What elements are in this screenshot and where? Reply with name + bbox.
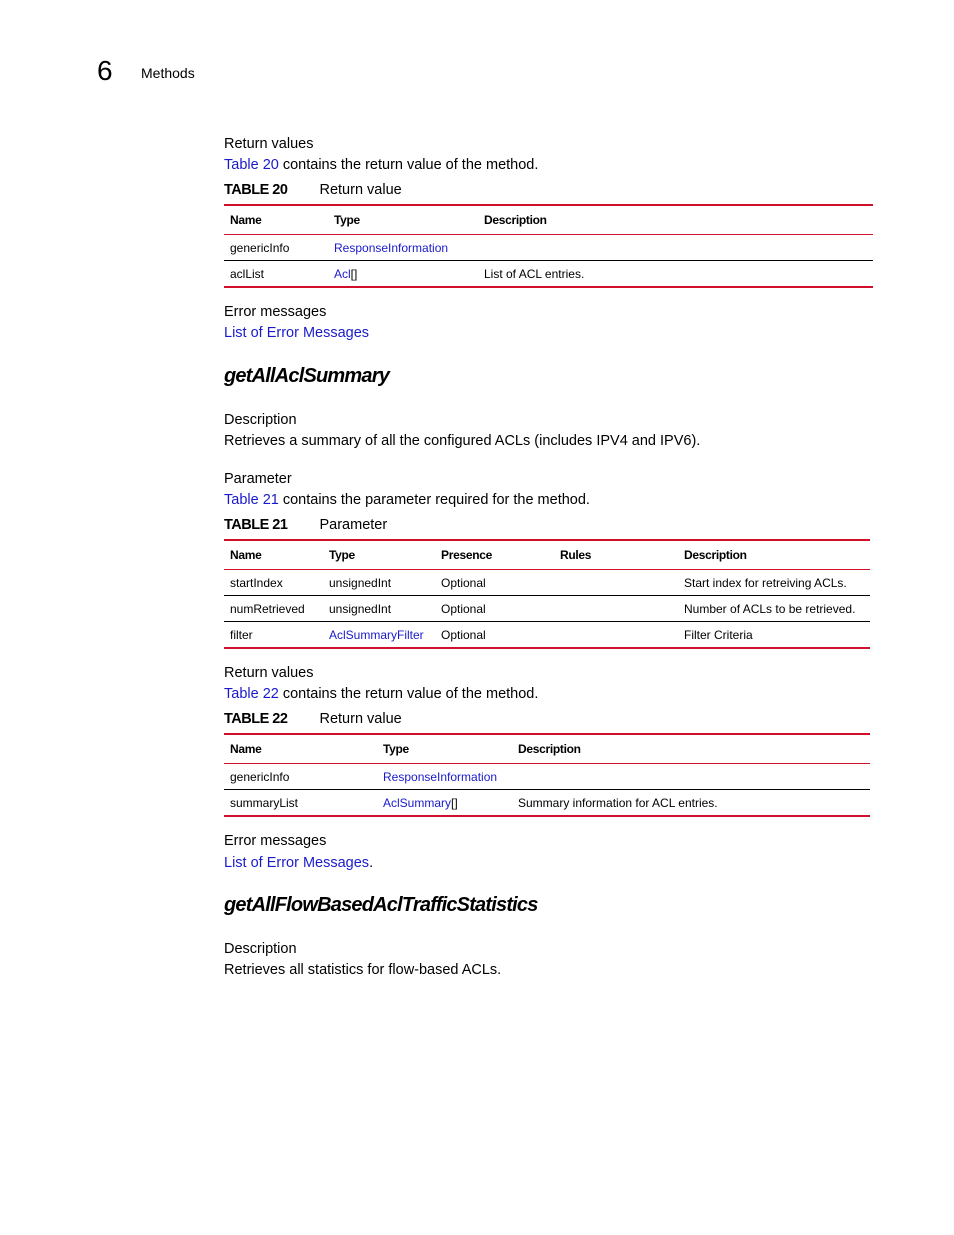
cell-name: aclList [230,266,265,281]
col-header-presence: Presence [441,548,492,562]
description-text: Retrieves a summary of all the configured ACLs (includes IPV4 and IPV6). [224,433,701,449]
table-21-number: TABLE 21 [224,517,288,533]
return-ref-text: contains the return value of the method. [278,157,539,173]
col-header-type: Type [329,548,355,562]
type-suffix: [] [350,266,358,281]
col-header-name: Name [230,742,262,756]
error-messages-heading-2: Error messages [224,833,327,849]
method-title-getallaclsummary: getAllAclSummary [224,365,390,387]
param-ref-text: contains the parameter required for the method. [278,492,590,508]
error-messages-ref-2 [224,855,373,871]
return-ref-text: contains the return value of the method. [278,686,539,702]
cell-type [328,261,478,288]
cell-type: unsignedInt [329,575,392,590]
cell-name: genericInfo [230,240,290,255]
description-heading: Description [224,412,297,428]
table-row [224,790,870,817]
error-suffix: . [369,855,374,871]
col-header-description: Description [684,548,747,562]
type-link[interactable]: AclSummary [383,795,452,810]
cell-rules [554,596,678,622]
cell-rules [554,570,678,596]
cell-name: numRetrieved [230,601,305,616]
description-text-2: Retrieves all statistics for flow-based ACLs. [224,962,502,978]
col-header-rules: Rules [560,548,592,562]
type-link[interactable]: ResponseInformation [334,240,449,255]
cell-name: genericInfo [230,769,290,784]
table-header-row [224,540,870,570]
cell-description: List of ACL entries. [484,266,585,281]
table-header-row [224,734,870,764]
type-link[interactable]: Acl [334,266,351,281]
cell-rules [554,622,678,649]
table-20-title: Return value [319,182,402,198]
return-value-table-20 [224,204,873,288]
type-link[interactable]: AclSummaryFilter [329,627,424,642]
chapter-number: 6 [97,55,113,86]
table-header-row [224,205,873,235]
cell-type [328,235,478,261]
cell-description: Start index for retreiving ACLs. [684,575,847,590]
cell-description: Filter Criteria [684,627,753,642]
table-20-number: TABLE 20 [224,182,288,198]
return-values-heading-2: Return values [224,665,314,681]
cell-presence: Optional [441,601,486,616]
table-22-link[interactable]: Table 22 [224,686,279,702]
description-heading-2: Description [224,941,297,957]
table-21-caption [224,517,387,533]
return-values-ref [224,157,538,173]
cell-presence: Optional [441,575,486,590]
table-row [224,570,870,596]
cell-name: startIndex [230,575,283,590]
cell-name: summaryList [230,795,299,810]
return-values-heading: Return values [224,136,314,152]
col-header-name: Name [230,548,262,562]
table-row [224,622,870,649]
method-title-getallflowbasedacltrafficstatistics: getAllFlowBasedAclTrafficStatistics [224,894,538,916]
cell-name: filter [230,627,253,642]
col-header-type: Type [383,742,409,756]
error-messages-heading: Error messages [224,304,327,320]
table-20-caption [224,182,402,198]
cell-presence: Optional [441,627,486,642]
parameter-heading: Parameter [224,471,292,487]
cell-description: Summary information for ACL entries. [518,795,718,810]
error-list-link[interactable]: List of Error Messages [224,855,370,871]
table-row [224,235,873,261]
col-header-description: Description [518,742,581,756]
cell-type [377,790,512,817]
type-suffix: [] [451,795,458,810]
table-row [224,261,873,288]
table-22-title: Return value [319,711,402,727]
error-list-link[interactable]: List of Error Messages [224,325,370,341]
col-header-name: Name [230,213,262,227]
table-row [224,596,870,622]
chapter-title: Methods [141,65,195,81]
table-21-link[interactable]: Table 21 [224,492,279,508]
cell-description [478,235,873,261]
parameter-ref [224,492,590,508]
table-21-title: Parameter [319,517,388,533]
cell-type: unsignedInt [329,601,392,616]
col-header-type: Type [334,213,360,227]
cell-description [512,764,870,790]
table-20-link[interactable]: Table 20 [224,157,279,173]
cell-type [323,622,435,649]
type-link[interactable]: ResponseInformation [383,769,498,784]
parameter-table-21 [224,539,870,649]
table-22-caption [224,711,402,727]
table-22-number: TABLE 22 [224,711,288,727]
table-row [224,764,870,790]
col-header-description: Description [484,213,547,227]
return-value-table-22 [224,733,870,817]
return-values-ref-2 [224,686,538,702]
cell-type [377,764,512,790]
cell-description: Number of ACLs to be retrieved. [684,601,856,616]
error-messages-ref [224,325,369,341]
